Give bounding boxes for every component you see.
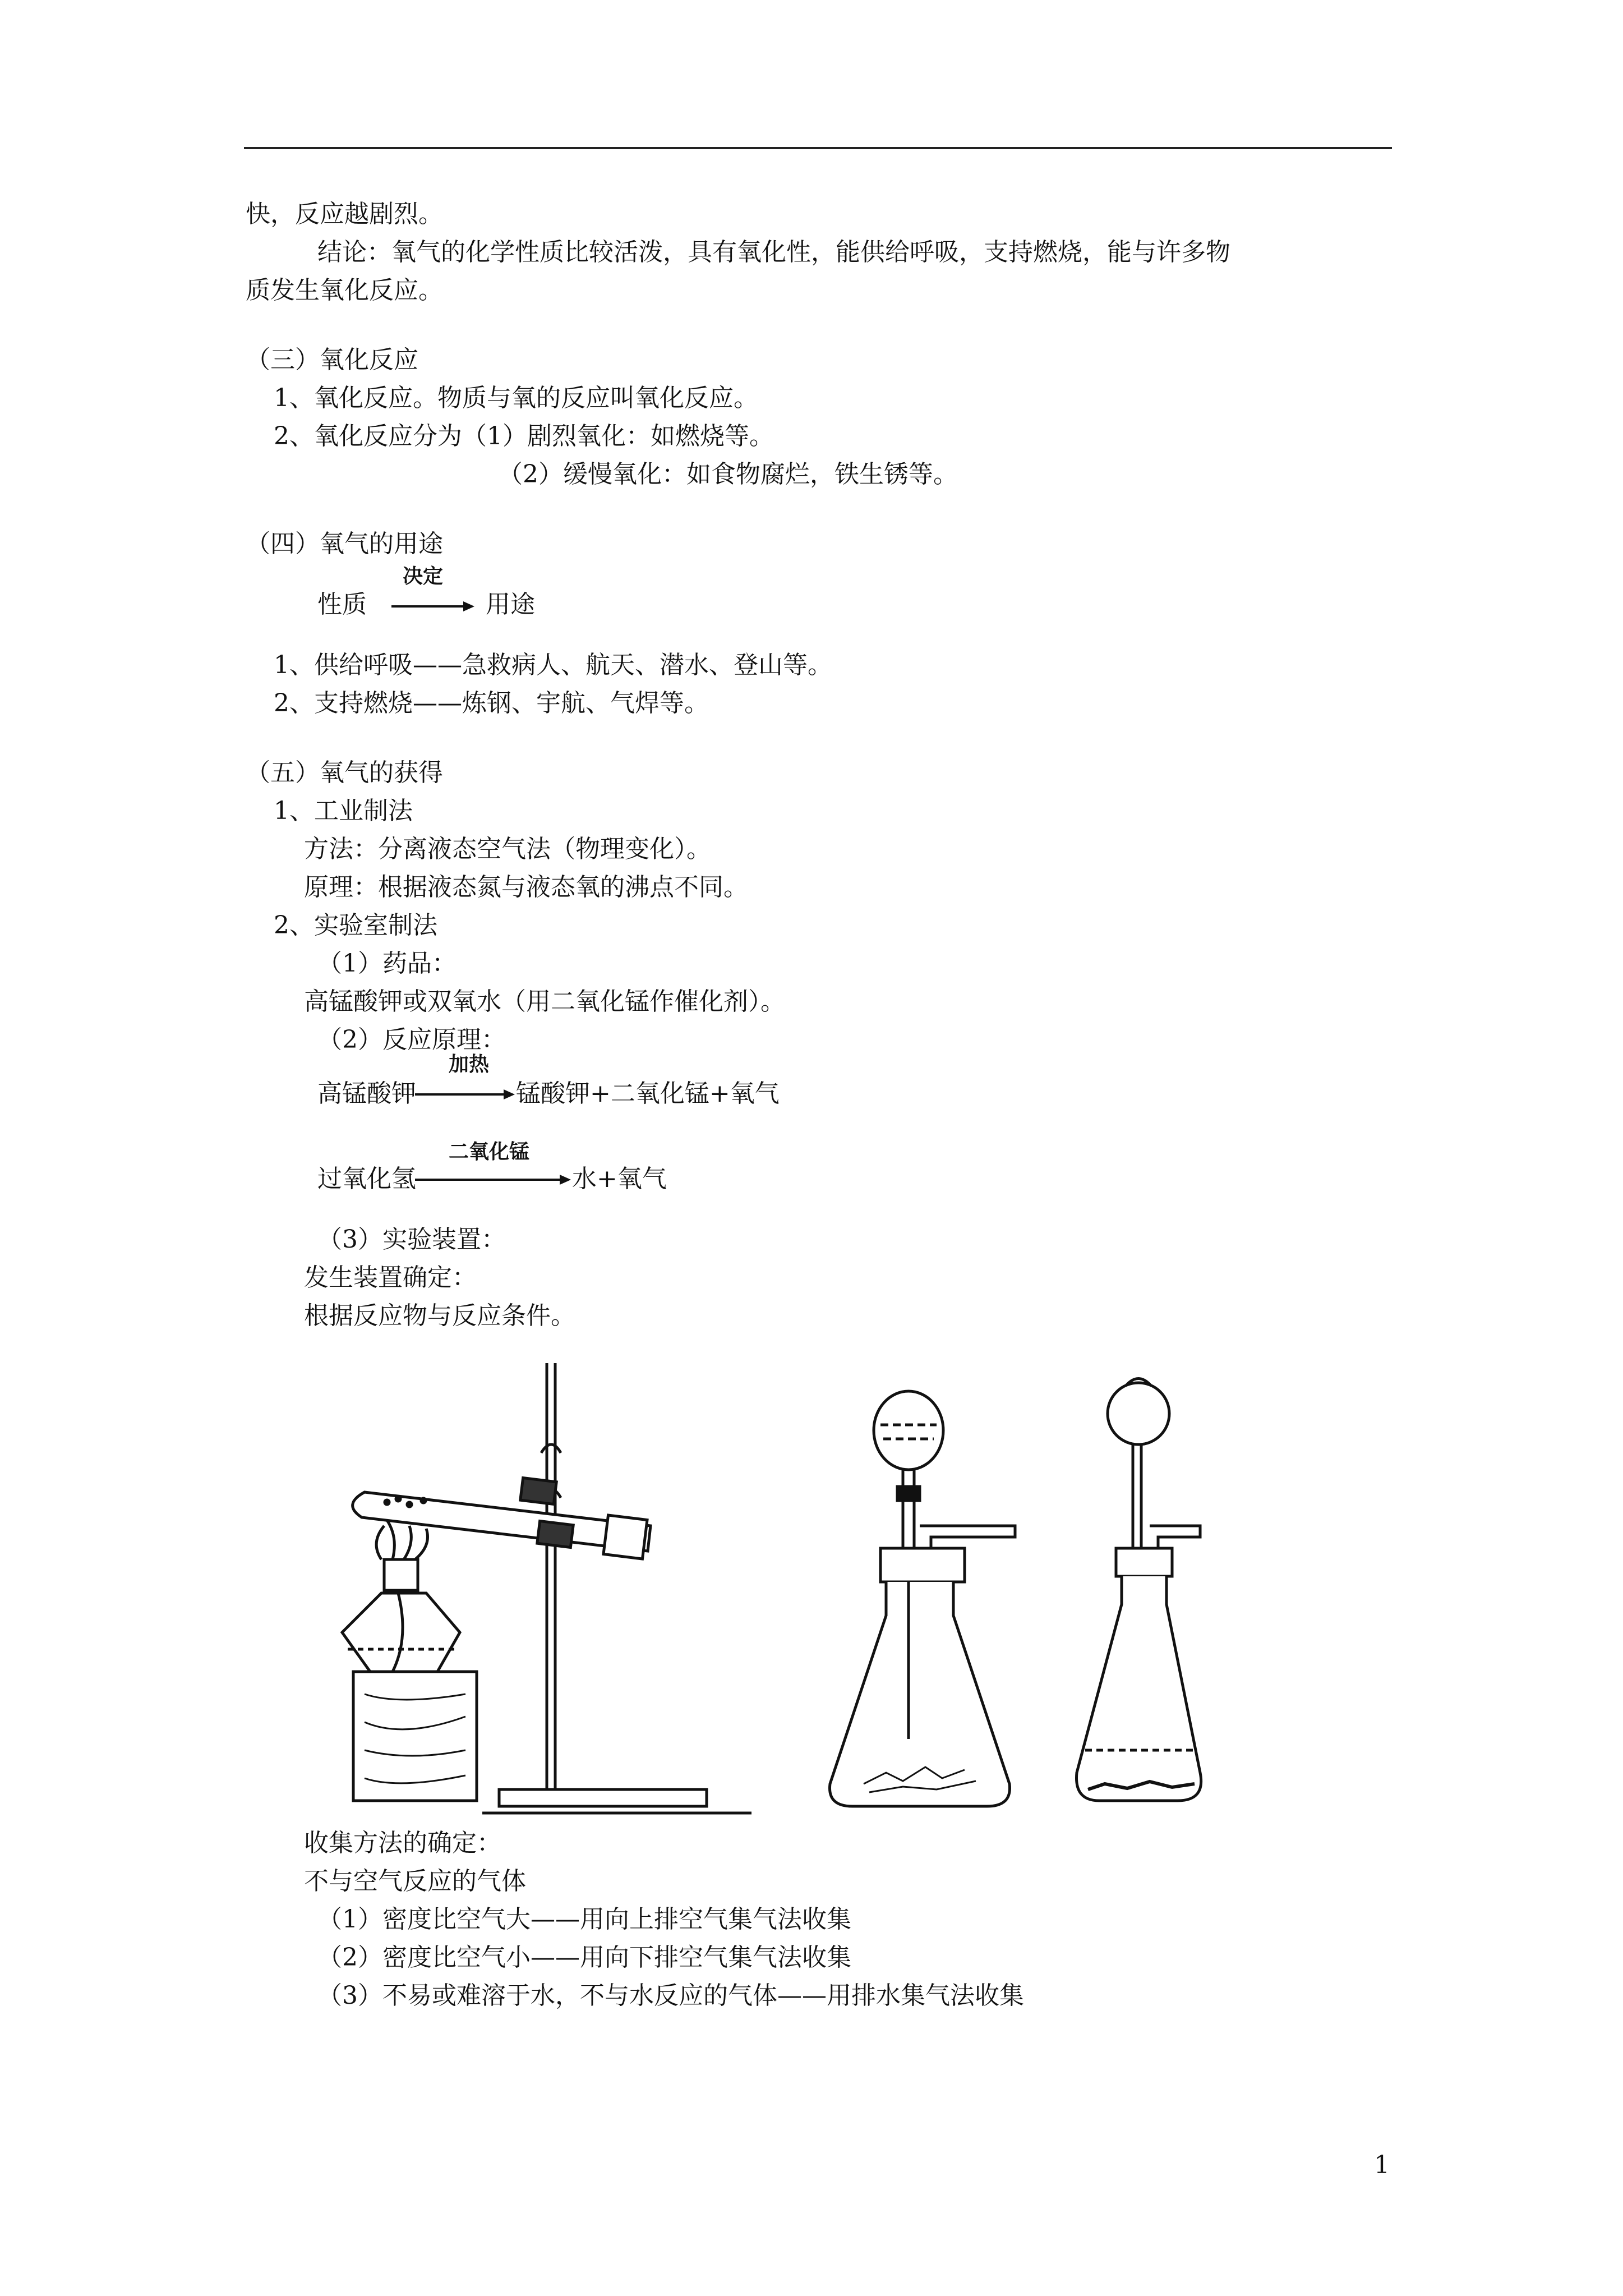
section-heading-5: （五）氧气的获得	[246, 758, 443, 787]
reactant-label: 高锰酸钾	[317, 1079, 416, 1108]
text-line: （3）实验装置：	[317, 1225, 506, 1254]
product-label: 水+氧气	[572, 1165, 667, 1193]
arrow-condition-label: 决定	[403, 565, 444, 588]
text-line: （2）缓慢氧化：如食物腐烂，铁生锈等。	[498, 460, 958, 489]
header-rule	[244, 147, 1392, 149]
section-heading-4: （四）氧气的用途	[246, 530, 443, 558]
text-line: （2）密度比空气小——用向下排空气集气法收集	[317, 1943, 851, 1972]
text-line: 1、工业制法	[274, 797, 413, 825]
text-line: 2、支持燃烧——炼钢、宇航、气焊等。	[274, 689, 709, 717]
alcohol-lamp-icon	[342, 1520, 460, 1672]
iron-stand-icon	[482, 1363, 751, 1813]
text-line: （1）密度比空气大——用向上排空气集气法收集	[317, 1905, 851, 1934]
section-heading-3: （三）氧化反应	[246, 346, 418, 374]
text-line: 1、氧化反应。物质与氧的反应叫氧化反应。	[274, 384, 758, 412]
reaction-condition-label: 加热	[449, 1053, 490, 1076]
text-line: 根据反应物与反应条件。	[304, 1301, 575, 1330]
reactant-label: 过氧化氢	[317, 1165, 416, 1193]
test-tube-icon	[353, 1478, 651, 1559]
separatory-funnel-icon	[874, 1391, 1015, 1548]
text-line: 2、实验室制法	[274, 911, 437, 940]
lab-apparatus-illustration	[314, 1358, 1301, 1818]
text-line: 2、氧化反应分为（1）剧烈氧化：如燃烧等。	[274, 422, 774, 450]
text-line: 发生装置确定：	[304, 1263, 477, 1292]
conical-flask-icon	[1077, 1548, 1201, 1801]
property-label: 性质	[317, 590, 367, 619]
page-number: 1	[1374, 2151, 1390, 2179]
text-line: 收集方法的确定：	[304, 1829, 501, 1857]
text-line: （1）药品：	[317, 949, 457, 978]
text-line: （3）不易或难溶于水，不与水反应的气体——用排水集气法收集	[317, 1981, 1024, 2010]
text-line: 不与空气反应的气体	[304, 1867, 526, 1895]
text-line: 1、供给呼吸——急救病人、航天、潜水、登山等。	[274, 651, 832, 679]
text-line: 原理：根据液态氮与液态氧的沸点不同。	[304, 873, 748, 901]
conclusion-line: 结论：氧气的化学性质比较活泼，具有氧化性，能供给呼吸，支持燃烧，能与许多物	[317, 238, 1230, 266]
text-line: 高锰酸钾或双氧水（用二氧化锰作催化剂）。	[304, 987, 785, 1016]
text-line: 方法：分离液态空气法（物理变化）。	[304, 835, 711, 863]
use-label: 用途	[486, 590, 535, 619]
text-line: （2）反应原理：	[317, 1025, 506, 1054]
right-arrow-icon	[415, 1171, 572, 1188]
wooden-block-icon	[353, 1672, 477, 1801]
text-line: 快，反应越剧烈。	[246, 200, 443, 228]
right-arrow-icon	[391, 598, 476, 615]
reaction-condition-label: 二氧化锰	[449, 1140, 530, 1163]
product-label: 锰酸钾+二氧化锰+氧气	[516, 1079, 780, 1108]
conical-flask-icon	[830, 1548, 1010, 1806]
right-arrow-icon	[415, 1086, 516, 1103]
text-line: 质发生氧化反应。	[246, 276, 443, 305]
